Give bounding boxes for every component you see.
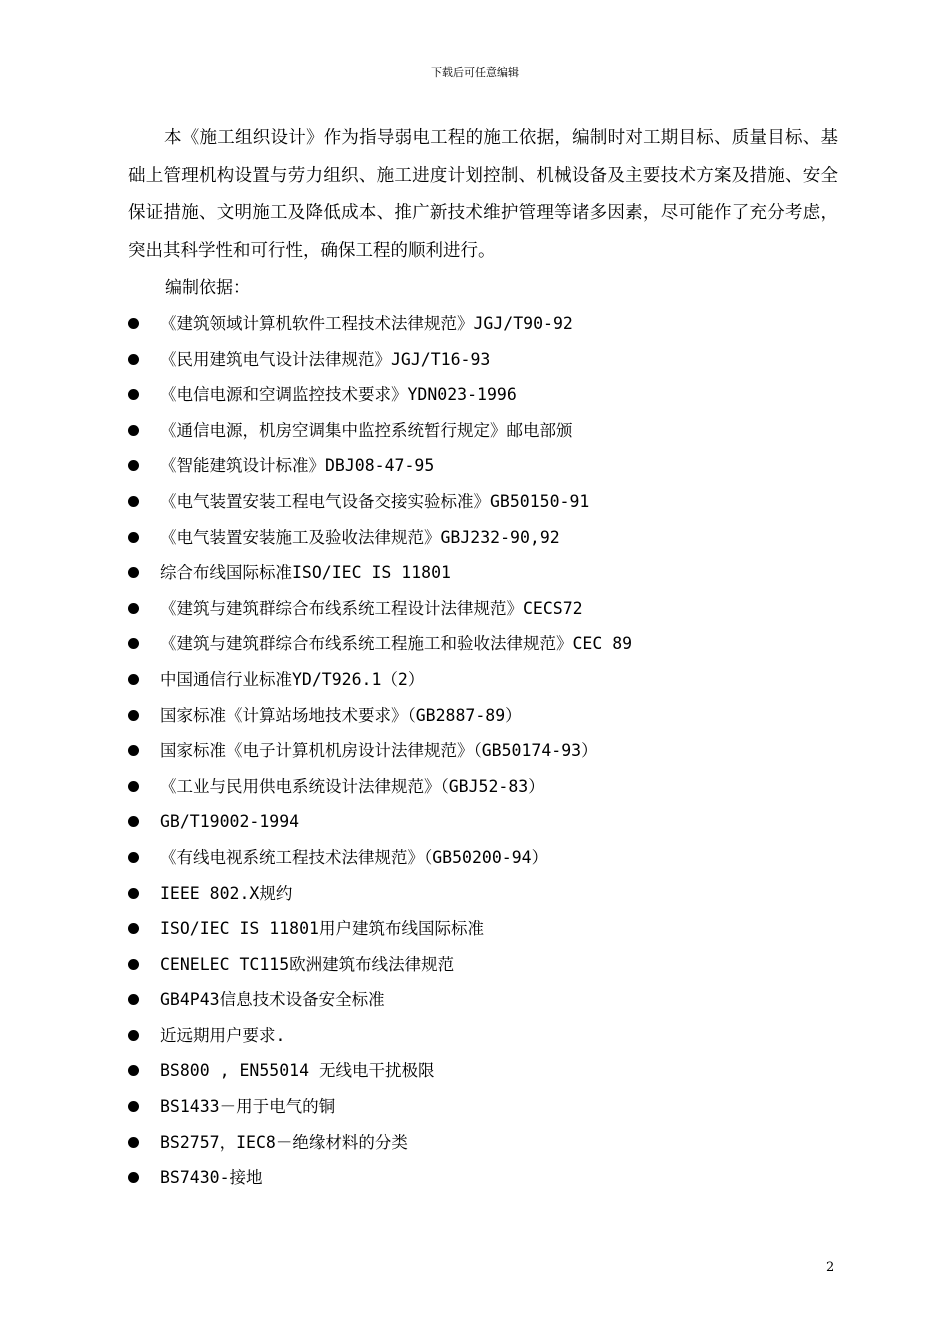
basis-item-text: BS1433－用于电气的铜 <box>160 1097 336 1117</box>
basis-item-text: 《电气装置安装工程电气设备交接实验标准》GB50150-91 <box>160 491 590 511</box>
bullet-icon <box>128 532 139 543</box>
basis-list-item <box>128 591 838 627</box>
document-body <box>128 120 838 1196</box>
bullet-icon <box>128 389 139 400</box>
basis-list-item <box>128 520 838 556</box>
basis-item-text: BS2757，IEC8－绝缘材料的分类 <box>160 1132 408 1152</box>
bullet-icon <box>128 496 139 507</box>
bullet-icon <box>128 1065 139 1076</box>
basis-item-text: BS800 , EN55014 无线电干扰极限 <box>160 1061 435 1081</box>
basis-list-item <box>128 306 838 342</box>
basis-list-item <box>128 769 838 805</box>
bullet-icon <box>128 1030 139 1041</box>
basis-item-text: 近远期用户要求. <box>160 1025 286 1045</box>
basis-list-item <box>128 413 838 449</box>
basis-item-text: 《民用建筑电气设计法律规范》JGJ/T16-93 <box>160 349 491 369</box>
page-number: 2 <box>826 1260 835 1275</box>
basis-list <box>128 306 838 1196</box>
basis-item-text: ISO/IEC IS 11801用户建筑布线国际标准 <box>160 919 484 939</box>
bullet-icon <box>128 923 139 934</box>
basis-list-item <box>128 947 838 983</box>
bullet-icon <box>128 959 139 970</box>
basis-item-text: 《有线电视系统工程技术法律规范》（GB50200-94） <box>160 847 549 867</box>
basis-item-text: 《建筑领域计算机软件工程技术法律规范》JGJ/T90-92 <box>160 314 573 333</box>
basis-item-text: CENELEC TC115欧洲建筑布线法律规范 <box>160 954 455 974</box>
intro-paragraph: 本《施工组织设计》作为指导弱电工程的施工依据，编制时对工期目标、质量目标、基础上管理机构设置与劳力组织、施工进度计划控制、机械设备及主要技术方案及措施、安全保证措施、文明施工及降低成本、推广新技术维护管理等诸多因素，尽可能作了充分考虑，突出其科学性和可行性，确保工程的顺利进行。 <box>128 128 838 261</box>
bullet-icon <box>128 1172 139 1183</box>
basis-list-item <box>128 662 838 698</box>
bullet-icon <box>128 318 139 329</box>
basis-list-item <box>128 555 838 591</box>
bullet-icon <box>128 1101 139 1112</box>
bullet-icon <box>128 781 139 792</box>
basis-list-item <box>128 698 838 734</box>
bullet-icon <box>128 816 139 827</box>
bullet-icon <box>128 567 139 578</box>
bullet-icon <box>128 638 139 649</box>
bullet-icon <box>128 994 139 1005</box>
basis-item-text: 《电气装置安装施工及验收法律规范》GBJ232-90,92 <box>160 527 560 547</box>
basis-list-item <box>128 1160 838 1196</box>
basis-list-item <box>128 733 838 769</box>
basis-item-text: 《工业与民用供电系统设计法律规范》（GBJ52-83） <box>160 776 545 796</box>
basis-item-text: IEEE 802.X规约 <box>160 883 293 903</box>
basis-list-item <box>128 448 838 484</box>
basis-list-item <box>128 804 838 840</box>
basis-list-item <box>128 626 838 662</box>
bullet-icon <box>128 888 139 899</box>
basis-item-text: 国家标准《电子计算机机房设计法律规范》（GB50174-93） <box>160 741 598 761</box>
basis-item-text: 《智能建筑设计标准》DBJ08-47-95 <box>160 456 435 476</box>
basis-list-item <box>128 840 838 876</box>
basis-label: 编制依据： <box>165 278 250 298</box>
basis-item-text: 《建筑与建筑群综合布线系统工程设计法律规范》CECS72 <box>160 598 583 618</box>
basis-item-text: 中国通信行业标准YD/T926.1（2） <box>160 669 425 689</box>
bullet-icon <box>128 745 139 756</box>
basis-list-item <box>128 1053 838 1089</box>
bullet-icon <box>128 674 139 685</box>
basis-item-text: BS7430-接地 <box>160 1168 263 1188</box>
basis-list-item <box>128 1018 838 1054</box>
basis-item-text: GB/T19002-1994 <box>160 812 300 832</box>
bullet-icon <box>128 425 139 436</box>
bullet-icon <box>128 710 139 721</box>
bullet-icon <box>128 1137 139 1148</box>
basis-item-text: 国家标准《计算站场地技术要求》（GB2887-89） <box>160 705 522 725</box>
bullet-icon <box>128 603 139 614</box>
bullet-icon <box>128 354 139 365</box>
basis-item-text: 《通信电源，机房空调集中监控系统暂行规定》邮电部颁 <box>160 420 573 440</box>
basis-item-text: 综合布线国际标准ISO/IEC IS 11801 <box>160 563 451 583</box>
basis-list-item <box>128 876 838 912</box>
bullet-icon <box>128 460 139 471</box>
basis-list-item <box>128 342 838 378</box>
basis-list-item <box>128 484 838 520</box>
basis-list-item <box>128 1089 838 1125</box>
basis-list-item <box>128 1125 838 1161</box>
page-header: 下载后可任意编辑 <box>431 66 519 79</box>
basis-list-item <box>128 982 838 1018</box>
basis-item-text: GB4P43信息技术设备安全标准 <box>160 990 385 1010</box>
bullet-icon <box>128 852 139 863</box>
basis-list-item <box>128 911 838 947</box>
basis-list-item <box>128 377 838 413</box>
basis-item-text: 《建筑与建筑群综合布线系统工程施工和验收法律规范》CEC 89 <box>160 634 633 654</box>
basis-item-text: 《电信电源和空调监控技术要求》YDN023-1996 <box>160 385 517 405</box>
